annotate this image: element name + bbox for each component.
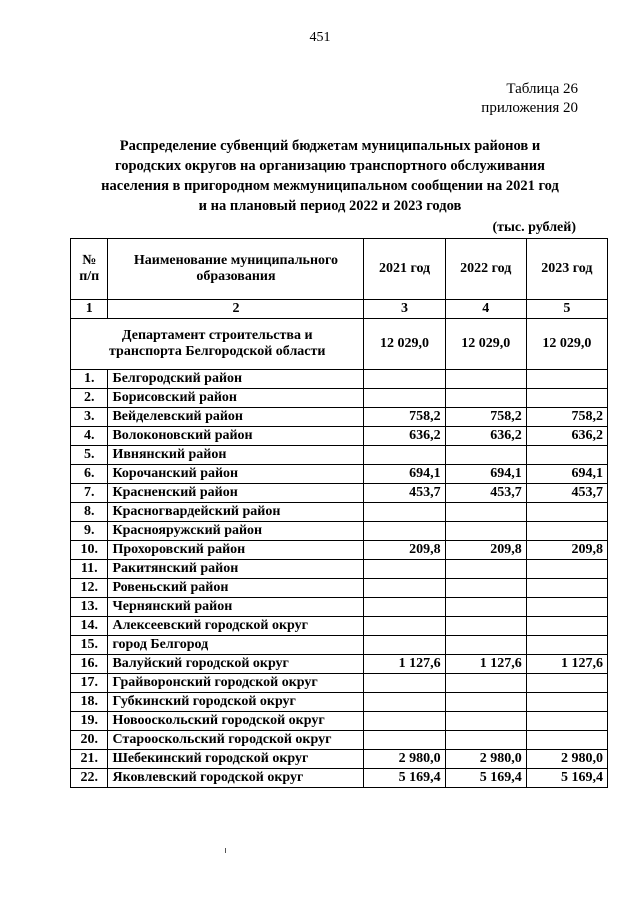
row-value-2021 [364, 731, 445, 750]
row-name: Красногвардейский район [108, 503, 364, 522]
row-value-2022: 453,7 [445, 484, 526, 503]
table-row [71, 598, 608, 617]
table-row [71, 389, 608, 408]
row-value-2023 [526, 560, 607, 579]
table-label-line1: Таблица 26 [506, 81, 578, 97]
row-number: 5. [71, 446, 108, 465]
header-name [108, 239, 364, 300]
row-value-2021: 453,7 [364, 484, 445, 503]
row-name: Яковлевский городской округ [108, 769, 364, 788]
row-name: Белгородский район [108, 370, 364, 389]
row-value-2021 [364, 693, 445, 712]
table-row [71, 731, 608, 750]
column-number: 1 [71, 300, 108, 319]
row-number: 4. [71, 427, 108, 446]
row-value-2022: 1 127,6 [445, 655, 526, 674]
row-value-2023 [526, 522, 607, 541]
row-value-2023 [526, 389, 607, 408]
header-number-line2: п/п [79, 269, 100, 284]
table-row [71, 674, 608, 693]
row-number: 10. [71, 541, 108, 560]
row-name: Губкинский городской округ [108, 693, 364, 712]
row-value-2023 [526, 598, 607, 617]
row-name: Краснояружский район [108, 522, 364, 541]
row-value-2023 [526, 370, 607, 389]
row-value-2021: 2 980,0 [364, 750, 445, 769]
row-value-2021 [364, 598, 445, 617]
table-label-line2: приложения 20 [481, 100, 578, 116]
column-number: 4 [445, 300, 526, 319]
department-2022: 12 029,0 [445, 319, 526, 370]
table-row [71, 503, 608, 522]
row-value-2021 [364, 617, 445, 636]
row-value-2023 [526, 693, 607, 712]
table-row [71, 636, 608, 655]
row-number: 17. [71, 674, 108, 693]
table-row [71, 560, 608, 579]
column-number: 3 [364, 300, 445, 319]
header-name-line1: Наименование муниципального [133, 253, 339, 268]
row-value-2022 [445, 674, 526, 693]
document-title [80, 136, 580, 216]
row-number: 6. [71, 465, 108, 484]
row-value-2022 [445, 693, 526, 712]
header-row [71, 239, 608, 300]
row-name: Шебекинский городской округ [108, 750, 364, 769]
department-row [71, 319, 608, 370]
row-value-2022 [445, 389, 526, 408]
row-number: 20. [71, 731, 108, 750]
table-row [71, 408, 608, 427]
row-number: 2. [71, 389, 108, 408]
row-name: Красненский район [108, 484, 364, 503]
row-value-2022: 209,8 [445, 541, 526, 560]
row-value-2022: 636,2 [445, 427, 526, 446]
row-value-2022 [445, 446, 526, 465]
row-value-2021 [364, 674, 445, 693]
row-name: Алексеевский городской округ [108, 617, 364, 636]
row-number: 1. [71, 370, 108, 389]
row-value-2021: 209,8 [364, 541, 445, 560]
department-name-line2: транспорта Белгородской области [109, 344, 326, 359]
row-value-2022 [445, 712, 526, 731]
row-number: 15. [71, 636, 108, 655]
row-value-2022 [445, 731, 526, 750]
row-name: Ивнянский район [108, 446, 364, 465]
row-value-2023 [526, 674, 607, 693]
row-value-2021 [364, 503, 445, 522]
row-value-2022 [445, 636, 526, 655]
row-value-2022 [445, 579, 526, 598]
row-name: Вейделевский район [108, 408, 364, 427]
row-value-2023 [526, 731, 607, 750]
table-row [71, 541, 608, 560]
row-value-2023 [526, 636, 607, 655]
row-value-2021 [364, 560, 445, 579]
row-value-2022 [445, 560, 526, 579]
header-2023: 2023 год [526, 239, 607, 300]
header-name-line2: образования [196, 269, 276, 284]
row-name: Прохоровский район [108, 541, 364, 560]
column-numbers-row [71, 300, 608, 319]
column-number: 2 [108, 300, 364, 319]
row-value-2023 [526, 446, 607, 465]
department-2021: 12 029,0 [364, 319, 445, 370]
row-value-2023: 758,2 [526, 408, 607, 427]
row-value-2021 [364, 636, 445, 655]
row-number: 9. [71, 522, 108, 541]
row-value-2022: 758,2 [445, 408, 526, 427]
row-value-2022 [445, 598, 526, 617]
title-line2: городских округов на организацию транспортного обслуживания [115, 158, 545, 174]
header-2022: 2022 год [445, 239, 526, 300]
table-row [71, 522, 608, 541]
row-number: 12. [71, 579, 108, 598]
row-number: 13. [71, 598, 108, 617]
department-name-line1: Департамент строительства и [121, 328, 313, 343]
row-name: Чернянский район [108, 598, 364, 617]
title-line3: населения в пригородном межмуниципальном сообщении на 2021 год [101, 178, 559, 194]
table-label [481, 80, 578, 118]
row-value-2021 [364, 370, 445, 389]
row-value-2023: 209,8 [526, 541, 607, 560]
row-name: Корочанский район [108, 465, 364, 484]
row-name: Новооскольский городской округ [108, 712, 364, 731]
row-value-2023: 636,2 [526, 427, 607, 446]
units-label: (тыс. рублей) [492, 220, 576, 235]
row-value-2023: 1 127,6 [526, 655, 607, 674]
row-value-2023: 453,7 [526, 484, 607, 503]
table-row [71, 579, 608, 598]
row-value-2023: 694,1 [526, 465, 607, 484]
row-name: Валуйский городской округ [108, 655, 364, 674]
row-value-2022: 2 980,0 [445, 750, 526, 769]
table-row [71, 370, 608, 389]
table-row [71, 446, 608, 465]
row-number: 3. [71, 408, 108, 427]
row-value-2021 [364, 446, 445, 465]
row-name: Старооскольский городской округ [108, 731, 364, 750]
row-number: 14. [71, 617, 108, 636]
header-number [71, 239, 108, 300]
row-value-2022 [445, 617, 526, 636]
row-number: 18. [71, 693, 108, 712]
row-value-2021 [364, 389, 445, 408]
row-value-2022 [445, 522, 526, 541]
row-name: Грайворонский городской округ [108, 674, 364, 693]
row-value-2023: 5 169,4 [526, 769, 607, 788]
row-value-2021 [364, 579, 445, 598]
row-value-2023 [526, 617, 607, 636]
row-name: Ракитянский район [108, 560, 364, 579]
row-number: 11. [71, 560, 108, 579]
table-row [71, 465, 608, 484]
row-name: Волоконовский район [108, 427, 364, 446]
table-row [71, 750, 608, 769]
table-row [71, 769, 608, 788]
header-2021: 2021 год [364, 239, 445, 300]
table-row [71, 693, 608, 712]
row-value-2021 [364, 522, 445, 541]
row-number: 21. [71, 750, 108, 769]
title-line4: и на плановый период 2022 и 2023 годов [198, 198, 462, 214]
table-row [71, 712, 608, 731]
table-row [71, 427, 608, 446]
row-name: Ровеньский район [108, 579, 364, 598]
header-number-line1: № [82, 253, 97, 268]
row-number: 16. [71, 655, 108, 674]
subsidies-table [70, 238, 608, 788]
title-line1: Распределение субвенций бюджетам муниципальных районов и [119, 138, 541, 154]
row-name: Борисовский район [108, 389, 364, 408]
row-value-2021: 1 127,6 [364, 655, 445, 674]
row-value-2023 [526, 712, 607, 731]
row-value-2021 [364, 712, 445, 731]
row-value-2022 [445, 370, 526, 389]
department-2023: 12 029,0 [526, 319, 607, 370]
row-value-2022: 5 169,4 [445, 769, 526, 788]
row-value-2023: 2 980,0 [526, 750, 607, 769]
table-row [71, 655, 608, 674]
row-number: 7. [71, 484, 108, 503]
row-number: 19. [71, 712, 108, 731]
table-row [71, 617, 608, 636]
row-number: 8. [71, 503, 108, 522]
row-name: город Белгород [108, 636, 364, 655]
row-value-2021: 758,2 [364, 408, 445, 427]
scan-mark [225, 848, 226, 853]
row-value-2023 [526, 579, 607, 598]
row-value-2022: 694,1 [445, 465, 526, 484]
row-number: 22. [71, 769, 108, 788]
row-value-2023 [526, 503, 607, 522]
row-value-2021: 636,2 [364, 427, 445, 446]
column-number: 5 [526, 300, 607, 319]
page-number: 451 [309, 30, 331, 45]
row-value-2021: 5 169,4 [364, 769, 445, 788]
row-value-2021: 694,1 [364, 465, 445, 484]
department-name [71, 319, 364, 370]
table-row [71, 484, 608, 503]
row-value-2022 [445, 503, 526, 522]
